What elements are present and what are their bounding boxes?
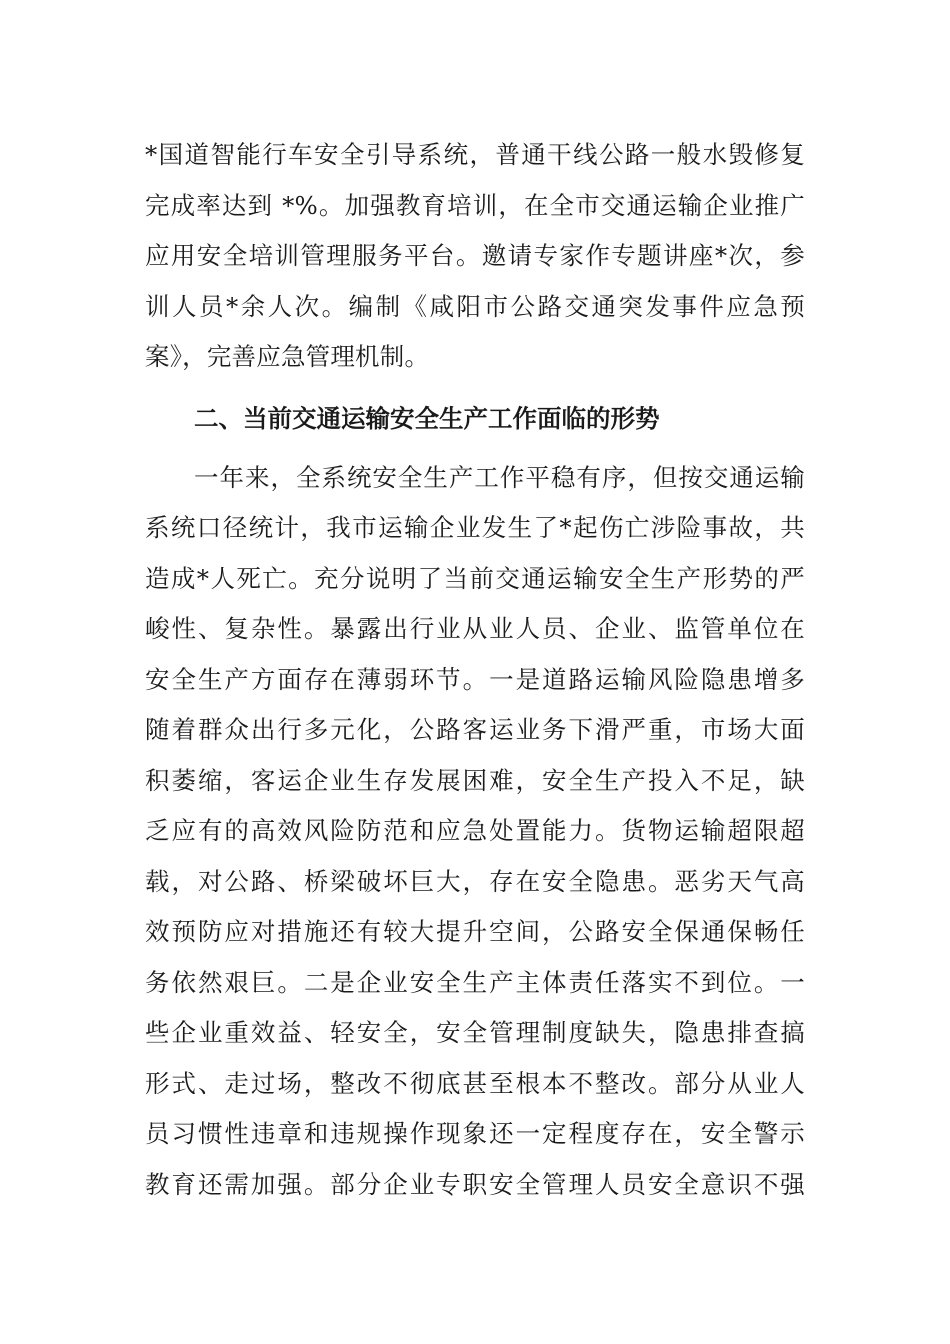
paragraph-line: 载，对公路、桥梁破坏巨大，存在安全隐患。恶劣天气高 xyxy=(145,866,805,896)
paragraph-line: 训人员*余人次。编制《咸阳市公路交通突发事件应急预 xyxy=(145,291,805,321)
paragraph-line: 乏应有的高效风险防范和应急处置能力。货物运输超限超 xyxy=(145,816,805,845)
paragraph-achievements xyxy=(145,130,805,383)
paragraph-line: 系统口径统计，我市运输企业发生了*起伤亡涉险事故，共 xyxy=(145,513,805,542)
paragraph-line: *国道智能行车安全引导系统，普通干线公路一般水毁修复 xyxy=(145,140,805,169)
paragraph-line: 应用安全培训管理服务平台。邀请专家作专题讲座*次，参 xyxy=(145,241,805,270)
paragraph-line: 积萎缩，客运企业生存发展困难，安全生产投入不足，缺 xyxy=(145,765,805,795)
paragraph-line: 效预防应对措施还有较大提升空间，公路安全保通保畅任 xyxy=(145,917,805,946)
paragraph-line: 案》，完善应急管理机制。 xyxy=(145,342,430,371)
paragraph-line: 安全生产方面存在薄弱环节。一是道路运输风险隐患增多 xyxy=(145,664,805,694)
paragraph-line: 形式、走过场，整改不彻底甚至根本不整改。部分从业人 xyxy=(145,1068,805,1098)
paragraph-line: 些企业重效益、轻安全，安全管理制度缺失，隐患排查搞 xyxy=(145,1018,805,1047)
paragraph-situation xyxy=(145,453,805,1211)
paragraph-line: 完成率达到 *%。加强教育培训，在全市交通运输企业推广 xyxy=(145,190,805,220)
paragraph-line: 务依然艰巨。二是企业安全生产主体责任落实不到位。一 xyxy=(145,967,805,997)
paragraph-line: 峻性、复杂性。暴露出行业从业人员、企业、监管单位在 xyxy=(145,614,805,643)
paragraph-line: 造成*人死亡。充分说明了当前交通运输安全生产形势的严 xyxy=(145,563,805,593)
paragraph-line: 随着群众出行多元化，公路客运业务下滑严重，市场大面 xyxy=(145,715,805,744)
document-body xyxy=(145,130,805,1210)
paragraph-line: 员习惯性违章和违规操作现象还一定程度存在，安全警示 xyxy=(145,1119,805,1148)
paragraph-line: 教育还需加强。部分企业专职安全管理人员安全意识不强 xyxy=(145,1169,805,1199)
paragraph-line: 一年来，全系统安全生产工作平稳有序，但按交通运输 xyxy=(194,462,805,492)
section-heading: 二、当前交通运输安全生产工作面临的形势 xyxy=(194,403,660,433)
